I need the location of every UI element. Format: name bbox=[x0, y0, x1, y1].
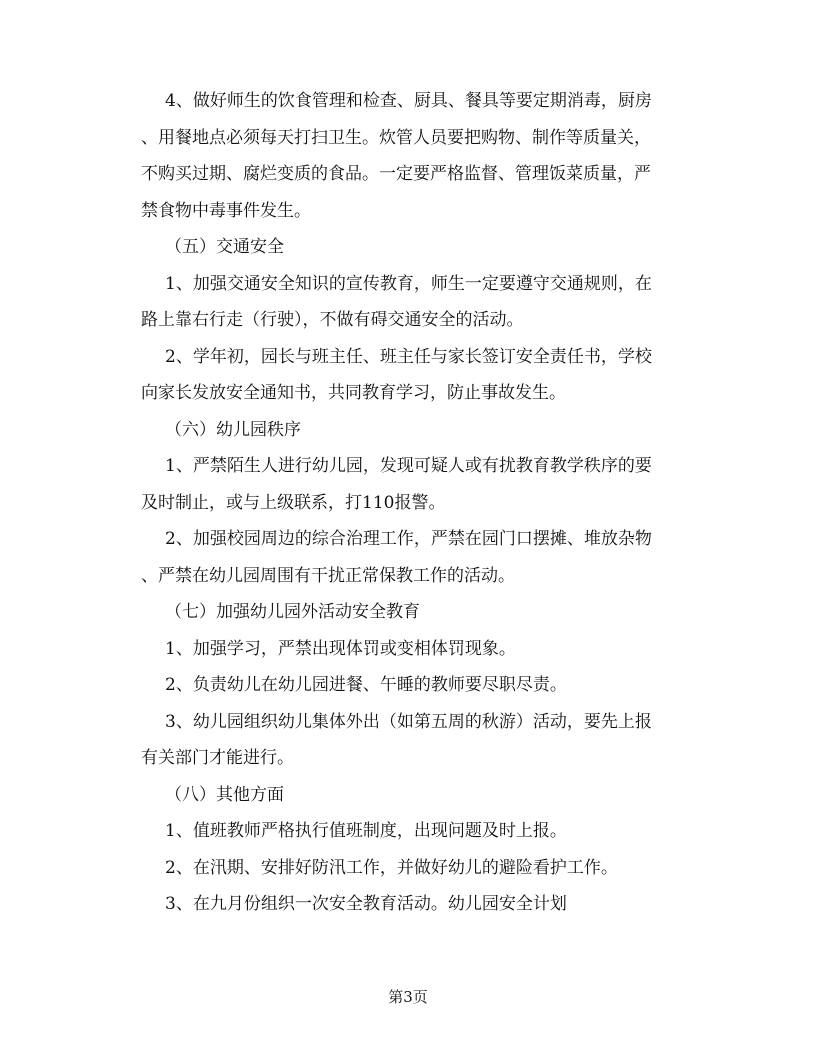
text-line: （六）幼儿园秩序 bbox=[165, 419, 301, 440]
text-line: （五）交通安全 bbox=[165, 237, 284, 257]
text-line: 向家长发放安全通知书，共同教育学习，防止事故发生。 bbox=[141, 383, 566, 403]
text-line: 路上靠右行走（行驶），不做有碍交通安全的活动。 bbox=[141, 310, 524, 330]
text-line: 1、严禁陌生人进行幼儿园，发现可疑人或有扰教育教学秩序的要 bbox=[165, 456, 652, 476]
text-line: 3、幼儿园组织幼儿集体外出（如第五周的秋游）活动，要先上报 bbox=[165, 711, 652, 732]
text-line: 、用餐地点必须每天打扫卫生。炊管人员要把购物、制作等质量关， bbox=[141, 127, 651, 148]
text-line: 不购买过期、腐烂变质的食品。一定要严格监督、管理饭菜质量，严 bbox=[141, 164, 651, 184]
text-line: 1、值班教师严格执行值班制度，出现问题及时上报。 bbox=[165, 821, 567, 841]
text-line: （七）加强幼儿园外活动安全教育 bbox=[165, 602, 420, 622]
text-line: 、严禁在幼儿园周围有干扰正常保教工作的活动。 bbox=[141, 565, 515, 586]
text-line: 及时制止，或与上级联系，打110报警。 bbox=[141, 492, 446, 513]
text-line: 2、学年初，园长与班主任、班主任与家长签订安全责任书，学校 bbox=[165, 346, 652, 367]
text-line: 1、加强学习，严禁出现体罚或变相体罚现象。 bbox=[165, 638, 516, 659]
document-body bbox=[141, 92, 701, 932]
text-line: 2、在汛期、安排好防汛工作，并做好幼儿的避险看护工作。 bbox=[165, 857, 618, 878]
text-line: 2、负责幼儿在幼儿园进餐、午睡的教师要尽职尽责。 bbox=[165, 675, 567, 695]
text-line: 2、加强校园周边的综合治理工作，严禁在园门口摆摊、堆放杂物 bbox=[165, 529, 652, 549]
text-line: 3、在九月份组织一次安全教育活动。幼儿园安全计划 bbox=[165, 894, 567, 914]
text-line: 4、做好师生的饮食管理和检查、厨具、餐具等要定期消毒，厨房 bbox=[165, 91, 652, 111]
text-line: 禁食物中毒事件发生。 bbox=[141, 200, 311, 221]
page-number: 第3页 bbox=[388, 988, 428, 1006]
text-line: 有关部门才能进行。 bbox=[141, 748, 294, 768]
text-line: 1、加强交通安全知识的宣传教育，师生一定要遵守交通规则，在 bbox=[165, 273, 652, 294]
text-line: （八）其他方面 bbox=[165, 784, 284, 805]
